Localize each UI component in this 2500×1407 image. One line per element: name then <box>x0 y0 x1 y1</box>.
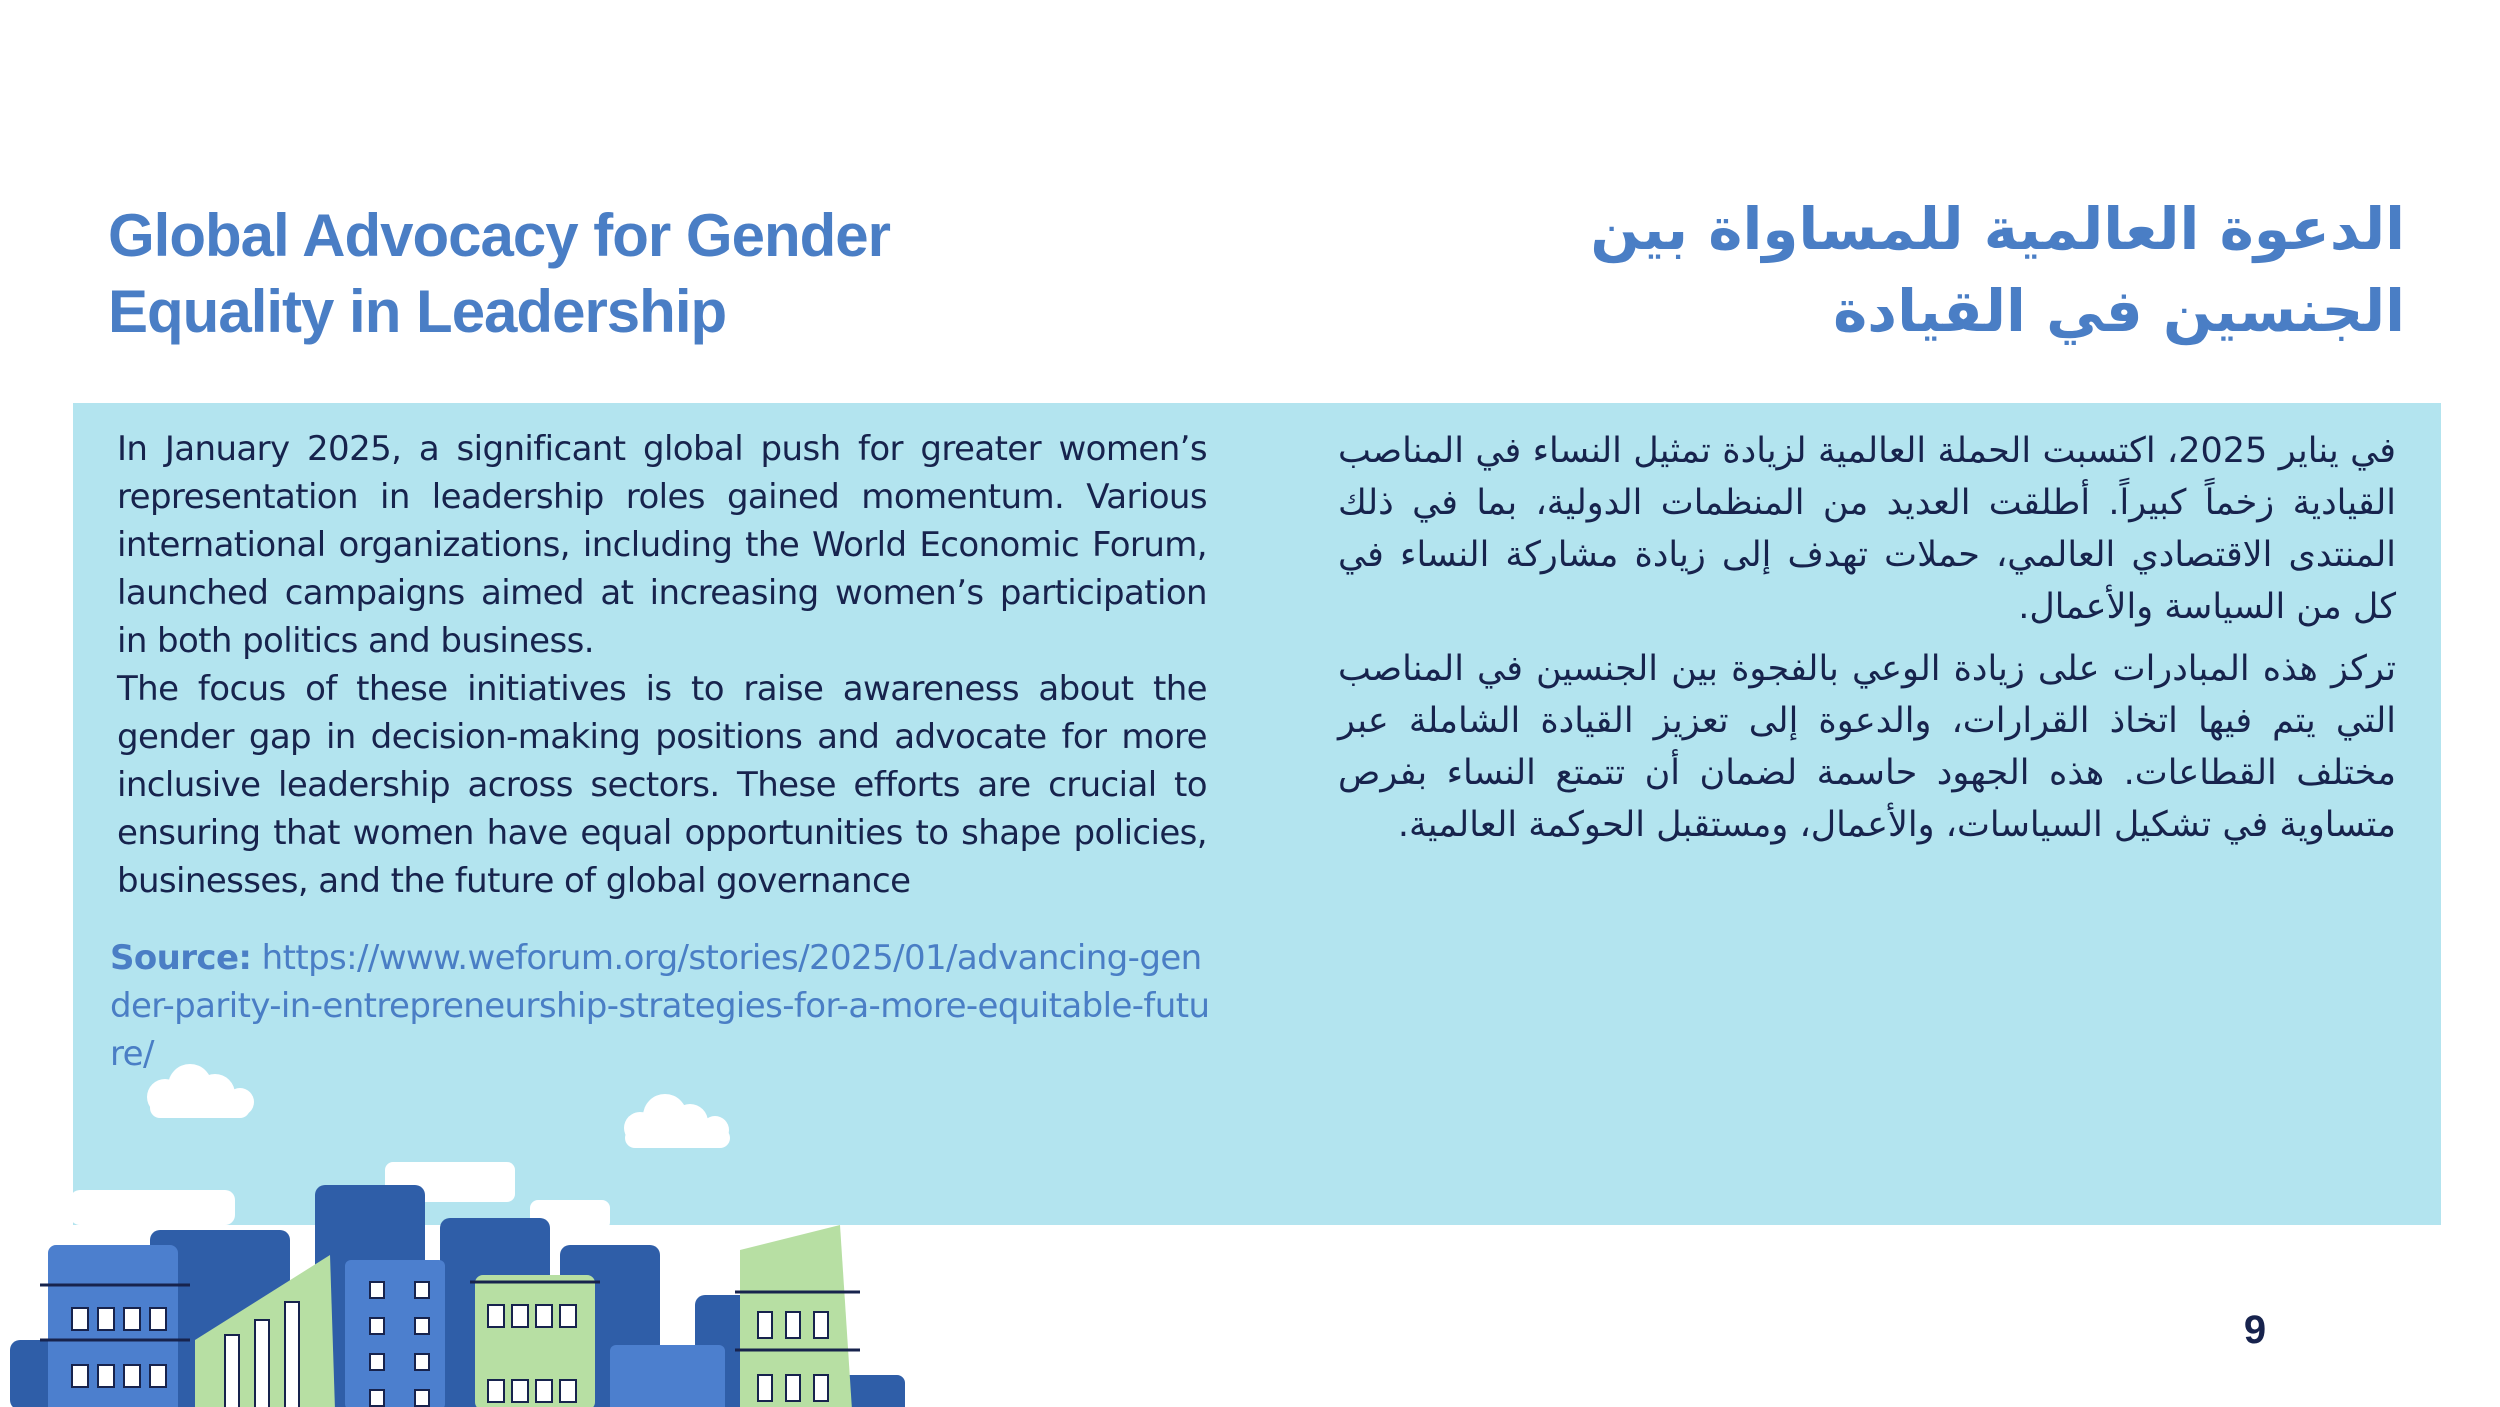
building <box>610 1345 725 1407</box>
body-english <box>117 425 1207 905</box>
title-english: Global Advocacy for Gender Equality in Leadership <box>108 202 890 345</box>
body-arabic <box>1338 425 2396 861</box>
cloud-icon <box>624 1094 730 1148</box>
building <box>40 1245 190 1407</box>
building <box>345 1260 445 1407</box>
building <box>470 1275 600 1407</box>
paragraph-ar-2: تركز هذه المبادرات على زيادة الوعي بالفجوة بين الجنسين في المناصب التي يتم فيها اتخاذ القرارات، والدعوة إلى تعزيز القيادة الشاملة عبر مختلف القطاعات. هذه الجهود حاسمة لضمان أن تتمتع النساء بفرص متساوية في تشكيل السياسات، والأعمال، ومستقبل الحوكمة العالمية. <box>1338 649 2396 845</box>
paragraph-en-2: The focus of these initiatives is to raise awareness about the gender gap in decision-making positions and advocate for more inclusive leadership across sectors. These efforts are crucial to ensuring that women have equal opportunities to shape policies, businesses, and the future of global governance <box>117 669 1207 901</box>
city-illustration <box>0 1050 960 1407</box>
source-citation <box>110 934 1210 1078</box>
page-number: 9 <box>2243 1308 2267 1352</box>
source-link[interactable]: https://www.weforum.org/stories/2025/01/advancing-gender-parity-in-entrepreneurship-strategies-for-a-more-equitable-future/ <box>110 938 1210 1074</box>
paragraph-ar-1: في يناير 2025، اكتسبت الحملة العالمية لزيادة تمثيل النساء في المناصب القيادية زخماً كبيراً. أطلقت العديد من المنظمات الدولية، بما في ذلك المنتدى الاقتصادي العالمي، حملات تهدف إلى زيادة مشاركة النساء في كل من السياسة والأعمال. <box>1338 431 2396 627</box>
building <box>735 1225 860 1407</box>
source-label: Source: <box>110 938 252 978</box>
title-arabic: الدعوة العالمية للمساواة بين الجنسين في القيادة <box>1590 195 2405 345</box>
paragraph-en-1: In January 2025, a significant global push for greater women’s representation in leadership roles gained momentum. Various international organizations, including the World Economic Forum, launched campaigns aimed at increasing women’s participation in both politics and business. <box>117 429 1207 661</box>
